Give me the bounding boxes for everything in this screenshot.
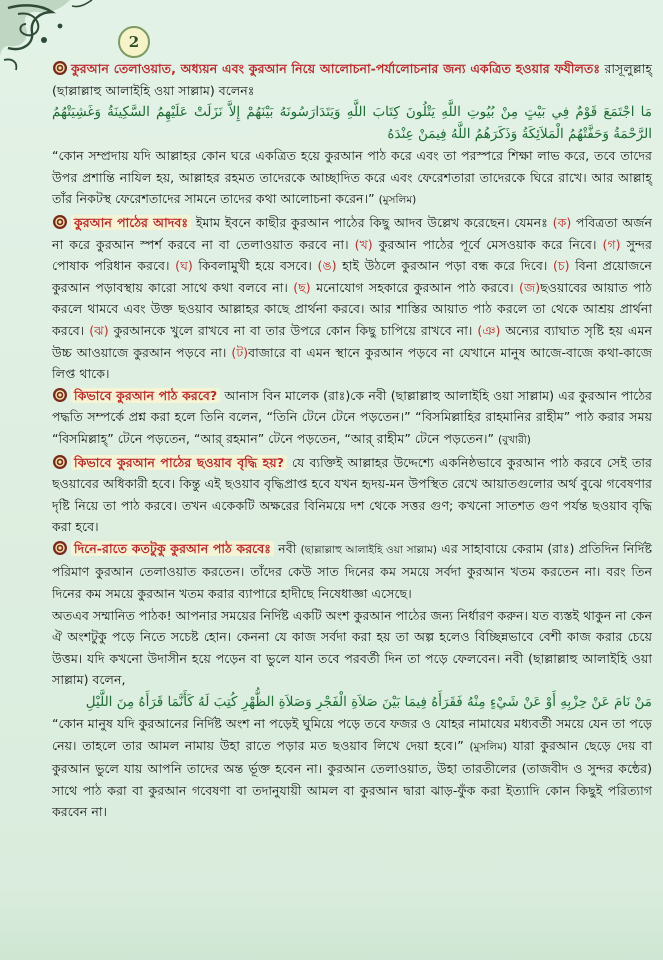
section-daily-amount	[52, 538, 652, 605]
arabic-hadith: مَا اجْتَمَعَ قَوْمٌ فِي بَيْتٍ مِنْ بُيُوتِ اللَّهِ يَتْلُونَ كِتَابَ اللَّهِ وَيَتَدَارَسُونَهُ بَيْنَهُمْ إِلاَّ نَزَلَتْ عَلَيْهِمُ السَّكِينَةُ وَغَشِيَتْهُمُ الرَّحْمَةُ وَحَفَّتْهُمُ الْمَلاَئِكَةُ وَذَكَرَهُمُ اللَّهُ فِيمَنْ عِنْدَهُ	[52, 104, 652, 143]
arabic-hadith: مَنْ نَامَ عَنْ حِزْبِهِ أَوْ عَنْ شَيْءٍ مِنْهُ فَقَرَأَهُ فِيمَا بَيْنَ صَلاَةِ الْفَجْرِ وَصَلاَةِ الظُّهْرِ كُتِبَ لَهُ كَأَنَّمَا قَرَأَهُ مِنَ اللَّيْلِ	[85, 694, 652, 711]
list-mark: (ট)	[231, 344, 249, 360]
list-item: অন্যের ব্যাঘাত সৃষ্টি হয় এমন উচ্চ আওয়াজে কুরআন পড়বে না।	[52, 322, 652, 360]
section-heading: কুরআন তেলাওয়াত, অধ্যয়ন এবং কুরআন নিয়ে আলোচনা-পর্যালোচনার জন্য একত্রিত হওয়ার ফযীলতঃ	[71, 61, 601, 76]
section-body: যে ব্যক্তিই আল্লাহর উদ্দেশ্যে একনিষ্ঠভাবে কুরআন পাঠ করবে সেই তার ছওয়াবের অধিকারী হবে। কিন্তু এই ছওয়াব বৃদ্ধিপ্রাপ্ত হবে যখন হৃদয়-মন উপস্থিত রেখে আয়াতগুলোর অর্থ বুঝে গবেষণার দৃষ্টি নিয়ে তা পাঠ করবে। তখন একেকটি অক্ষরের বিনিময়ে দশ থেকে সত্তর গুণ; কখনো সাতশত গুণ পর্যন্ত ছওয়াব বৃদ্ধি করা হবে।	[52, 454, 652, 535]
list-item: কুরআনকে খুলে রাখবে না বা তার উপরে কোন কিছু চাপিয়ে রাখবে না।	[113, 322, 473, 338]
section-heading: কুরআন পাঠের আদবঃ	[71, 215, 191, 230]
list-item: বাজারে বা এমন স্থানে কুরআন পড়বে না যেখানে মানুষ আজে-বাজে কথা-কাজে লিপ্ত থাকে।	[52, 344, 652, 382]
section-intro: রাসূলুল্লাহ্‌ (ছাল্লাল্লাহু আলাইহি ওয়া সাল্লাম) বলেনঃ	[52, 61, 652, 98]
salat-phrase: (ছাল্লাল্লাহু আলাইহি ওয়া সাল্লাম)	[300, 543, 437, 556]
section-body: আনাস বিন মালেক (রাঃ)কে নবী (ছাল্লাল্লাহু আলাইহি ওয়া সাল্লাম) এর কুরআন পাঠের পদ্ধতি সম্পর্কে প্রশ্ন করা হলে তিনি বলেন, “তিনি টেনে টেনে পড়তেন।” “বিসমিল্লাহির রাহমানির রাহীম” পাঠ করার সময় “বিসমিল্লাহ্‌” টেনে পড়তেন, “আর্‌ রহমান” টেনে পড়তেন, “আর্‌ রাহীম” টেনে পড়তেন।”	[52, 387, 652, 446]
section-how-to-read	[52, 385, 652, 452]
hadith-source: (মুসলিম)	[469, 740, 508, 753]
flower-bullet-icon	[52, 387, 68, 403]
list-mark: (জ)	[519, 279, 541, 295]
section-fazilat	[52, 58, 652, 101]
flower-bullet-icon	[52, 454, 68, 470]
page-footer-band	[0, 890, 663, 960]
document-body	[52, 58, 652, 823]
list-item: বিনা প্রয়োজনে কুরআন পড়াবস্থায় কারো সাথে কথা বলবে না।	[52, 258, 652, 295]
section-advice: অতএব সম্মানিত পাঠক! আপনার সময়ের নির্দিষ্ট একটি অংশ কুরআন পাঠের জন্য নির্ধারণ করুন। যত ব্যস্তই থাকুন না কেন ঐ অংশটুকু পড়ে নিতে সচেষ্ট হোন। কেননা যে কাজ সর্বদা করা হয় তা অল্প হলেও বিচ্ছিন্নভাবে বেশী কাজ করার চেয়ে উত্তম। যদি কখনো উদাসীন হয়ে পড়েন বা ভুলে যান তবে পরবর্তী দিন তা পড়ে ফেলবেন। নবী (ছাল্লাল্লাহু আলাইহি ওয়া সাল্লাম) বলেন,	[52, 607, 652, 688]
section-body-lead: নবী	[278, 540, 297, 556]
hadith-source: (বুখারী)	[498, 433, 531, 446]
section-reward-increase	[52, 452, 652, 538]
list-mark: (ঝ)	[89, 322, 109, 338]
list-mark: (ঘ)	[175, 258, 193, 274]
list-mark: (খ)	[354, 236, 373, 252]
page-number: 2	[118, 26, 150, 58]
list-item: কুরআন পাঠের পূর্বে মেসওয়াক করে নিবে।	[378, 236, 597, 252]
hadith-translation	[52, 145, 652, 212]
list-mark: (গ)	[602, 236, 621, 252]
list-mark: (ছ)	[293, 279, 311, 295]
translation-text: “কোন মানুষ যদি কুরআনের নির্দিষ্ট অংশ না পড়েই ঘুমিয়ে পড়ে তবে ফজর ও যোহর নামাযের মধ্যবর্তী সময়ে যেন তা পড়ে নেয়। তাহলে তার আমল নামায় উহা রাতে পড়ার মত ছওয়াব লিখে দেয়া হবে।”	[52, 716, 652, 753]
list-item: হাই উঠলে কুরআন পড়া বন্ধ করে দিবে।	[342, 258, 548, 274]
section-intro: ইমাম ইবনে কাছীর কুরআন পাঠের কিছু আদব উল্লেখ করেছেন। যেমনঃ	[195, 214, 548, 230]
flower-bullet-icon	[52, 214, 68, 230]
flower-bullet-icon	[52, 60, 68, 76]
hadith-source: (মুসলিম)	[378, 194, 417, 207]
section-body: এর সাহাবায়ে কেরাম (রাঃ) প্রতিদিন নির্দিষ্ট পরিমাণ কুরআন তেলাওয়াত করতেন। তাঁদের কেউ সাত দিনের কম সময়ে সর্বদা কুরআন খতম করতেন না। বরং তিন দিনের কম সময়ে কুরআন খতম করার ব্যাপারে হাদীছে নিষেধাজ্ঞা এসেছে।	[52, 540, 653, 602]
section-heading: কিভাবে কুরআন পাঠের ছওয়াব বৃদ্ধি হয়?	[71, 455, 287, 470]
list-mark: (চ)	[552, 258, 570, 274]
closing-text: যারা কুরআন ছেড়ে দেয় বা কুরআন ভুলে যায় আপনি তাদের অন্ত র্ভূক্ত হবেন না। কুরআন তেলাওয়াত, উহা তারতীলের (তাজবীদ ও সুন্দর কন্ঠের) সাথে পাঠ করা বা কুরআন গবেষণা বা তদানুযায়ী আমল বা কুরআন দ্বারা ঝাড়-ফুঁক করা ইত্যাদি কোন কিছুই পরিত্যাগ করবেন না।	[52, 737, 652, 820]
list-mark: (ঙ)	[317, 258, 337, 274]
section-heading: দিনে-রাতে কতটুকু কুরআন পাঠ করবেঃ	[71, 541, 274, 556]
section-adab	[52, 212, 652, 385]
section-heading: কিভাবে কুরআন পাঠ করবে?	[71, 388, 220, 403]
list-item: পবিত্রতা অর্জন না করে কুরআন স্পর্শ করবে না বা তেলাওয়াত করবে না।	[52, 214, 652, 252]
hadith-translation	[52, 713, 652, 823]
list-item: মনোযোগ সহকারে কুরআন পাঠ করবে।	[316, 279, 514, 295]
list-item: ছওয়াবের আয়াত পাঠ করলে থামবে এবং উক্ত ছওয়াব আল্লাহর কাছে প্রার্থনা করবে। আর শাস্তির আয়াত পাঠ করলে তা থেকে আশ্রয় প্রার্থনা করবে।	[52, 279, 653, 338]
list-item: কিবলামুখী হয়ে বসবে।	[198, 258, 312, 274]
flower-bullet-icon	[52, 540, 68, 556]
list-mark: (ক)	[552, 214, 572, 230]
list-item: সুন্দর পোষাক পরিধান করবে।	[52, 236, 652, 274]
translation-text: “কোন সম্প্রদায় যদি আল্লাহর কোন ঘরে একত্রিত হয়ে কুরআন পাঠ করে এবং তা পরস্পরে শিক্ষা লাভ করে, তবে তাদের উপর প্রশান্তি নাযিল হয়, আল্লাহর রহমত তাদেরকে আচ্ছাদিত করে এবং ফেরেশতারা তাদেরকে ঘিরে রাখে। আর আল্লাহ্‌ তাঁর নিকটস্থ ফেরেশতাদের সামনে তাদের কথা আলোচনা করেন।”	[52, 148, 652, 207]
list-mark: (ঞ)	[477, 322, 501, 338]
